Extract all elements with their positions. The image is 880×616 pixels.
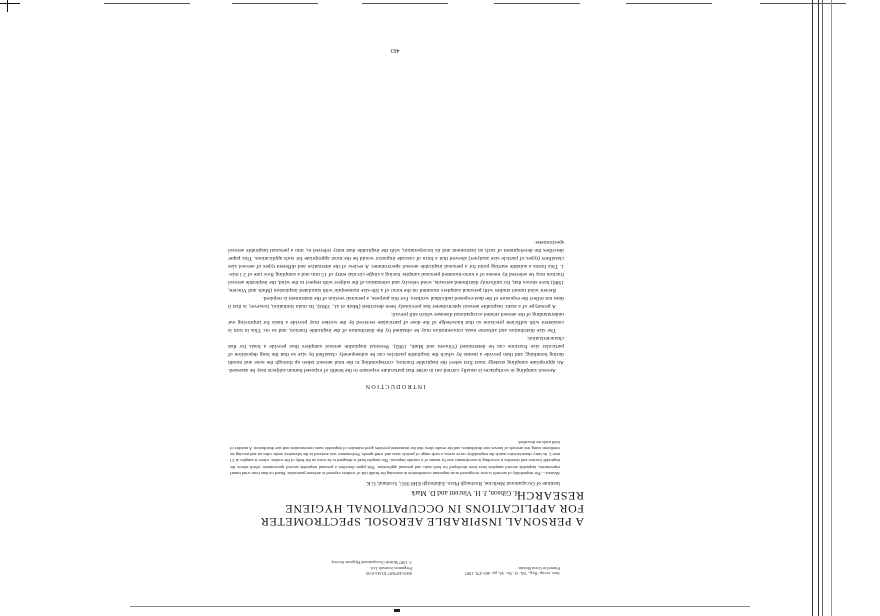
scan-top-rule [232, 3, 318, 4]
scan-edge-line [831, 0, 832, 616]
scan-top-rule [362, 3, 448, 4]
scan-top-rule [626, 3, 712, 4]
paragraph: The size distribution and airborne mass concentration may be obtained by the distribution of the inspirable fraction, and so on. This in turn is consistent with sufficient precision so that knowledge of the dose of particulate received by the worker may provide a basis for improving our understanding of the aerosol related occupational diseases which still prevail. [228, 311, 564, 333]
scan-edge-line [812, 0, 813, 616]
scan-corner-mark [0, 3, 20, 4]
affiliation: Institute of Occupational Medicine, Roxburgh Place, Edinburgh EH8 9SU, Scotland, U.K. [365, 480, 560, 486]
paragraph: A prototype of a static inspirable aerosol spectrometer has previously been described (Mark et al., 1984). Its main limitation, however, is that it does not reflect the exposure of the dust-exposed individual workers. For this purpose, a personal version of the instrument is required. [228, 295, 564, 309]
scan-top-rule [494, 3, 580, 4]
scanned-page [190, 40, 600, 580]
running-head-publisher: 0003-4878/87 $3.00+0.00 Pergamon Journals Ltd. © 1987 British Occupational Hygiene Society [330, 560, 412, 576]
authors: H. Gibson, J. H. Vincent and D. Mark [411, 489, 520, 497]
page-number: 463 [390, 47, 400, 53]
scan-edge-line [822, 0, 823, 616]
scan-top-rule [760, 3, 846, 4]
scan-top-rule [104, 3, 190, 4]
paragraph: Aerosol sampling in workplaces is usually carried out in order that particulate exposure to the health of exposed human subjects may be assessed. An appropriate sampling strategy must first select the inspirable fraction, corresponding to the total aerosol taken up through the nose and mouth during breathing; and then provide a means by which the inspirable particles can be subsequently classified by size so that the lung deposition of particular size fractions can be determined (Vincent and Mark, 1982). Personal inspirable aerosol samplers thus provide a basis for that characterization. [228, 335, 564, 373]
abstract: Abstract—The inspirability of aerosols is now recognized as an important consideration in assessing the health risk of workers exposed to airborne particulate. Based on data from wind tunnel experiments, inspirable aerosol samplers have been developed for both static and personal application. This paper describes a personal inspirable aerosol spectrometer which selects the inspirable fraction and classifies it according to aerodynamic size by means of a cascade impactor. The sampler head is designed to be worn on the body of the worker, where it samples at 2 l min-1; its entry characteristics match the inspirability curve across a wide range of particle sizes and wind speeds. Performance was assessed in the laboratory under calm air and moving air conditions using test aerosols of known size distribution, and the results show that the instrument provides good estimates of inspirable mass concentration and size distribution. A number of field trials are described. [230, 439, 560, 476]
scan-mark [394, 609, 400, 612]
scan-bottom-rule [130, 606, 750, 607]
body-text [228, 238, 564, 374]
paragraph: Recent wind tunnel studies with personal samplers mounted on the torso of a life-size mannequin with simulated inspiration (Mark and Vincent, 1986) have shown that, for uniformly distributed aerosols, wind velocity and orientation of the subject with respect to the wind, the inspirable aerosol fraction may be selected by means of a torso-mounted personal sampler having a single circular entry of 15 mm and a sampling flow rate of 2 l min-1. This forms a suitable starting point for a personal inspirable aerosol spectrometer. A review of the alternative and different types of aerosol size classifiers (types of particle size analyser) showed that a form of cascade impactor would be the most appropriate for such applications. This paper describes the development of such an instrument and its incorporation, with the inspirable dust entry referred to, into a personal inspirable aerosol spectrometer. [228, 239, 564, 293]
section-heading: INTRODUCTION [364, 383, 426, 389]
running-head-journal: Ann. occup. Hyg., Vol. 31, No. 4A, pp. 463-479, 1987. Printed in Great Britain. [463, 565, 560, 576]
article-title: A PERSONAL INSPIRABLE AEROSOL SPECTROMETER FOR APPLICATIONS IN OCCUPATIONAL HYGIENE RESEARCH [260, 489, 584, 529]
scan-corner-mark [7, 0, 8, 12]
scan-edge-line [818, 0, 819, 616]
